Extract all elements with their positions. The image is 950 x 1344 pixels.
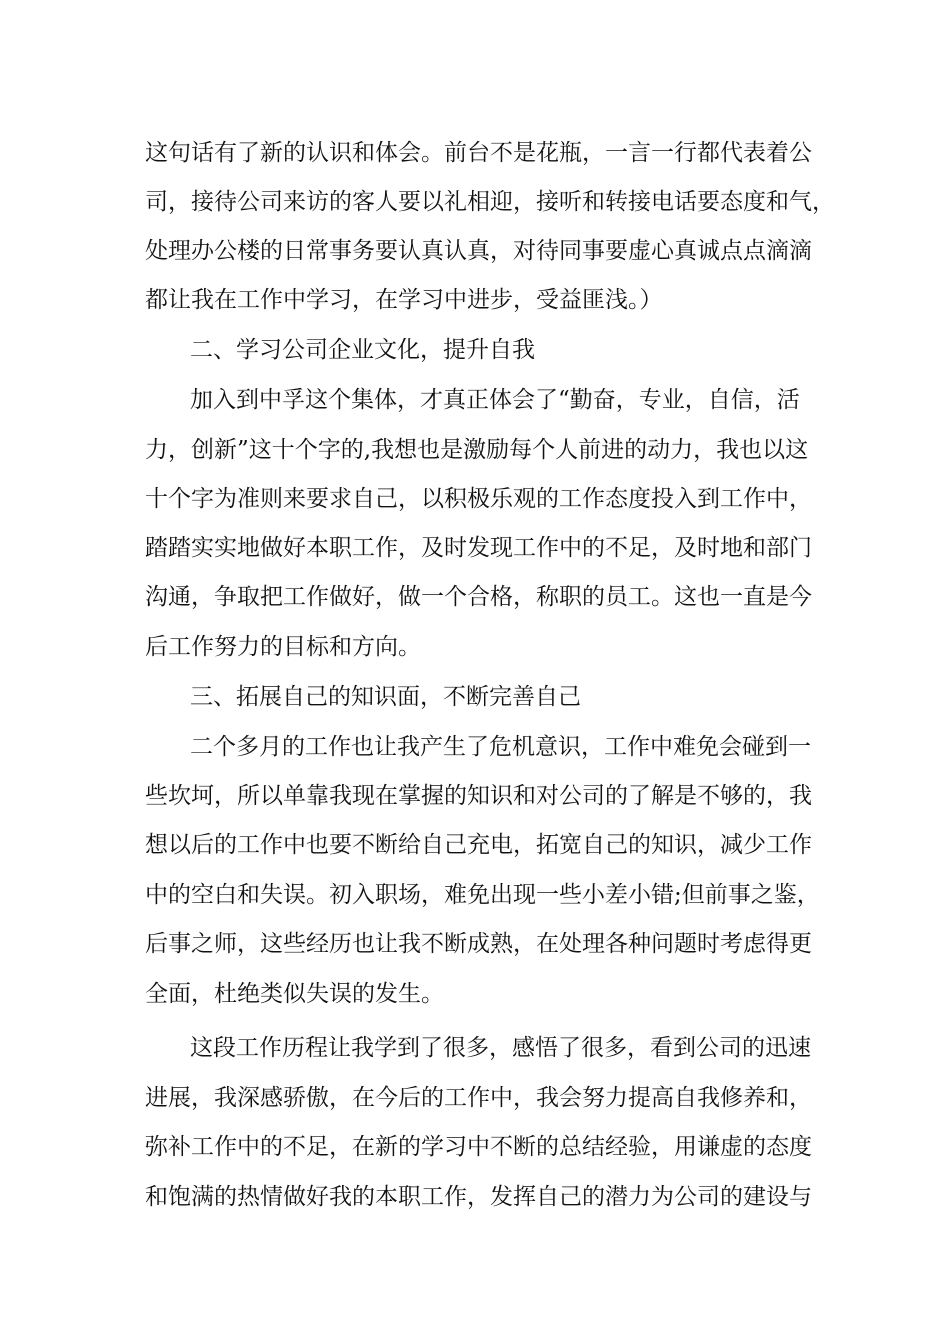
text-line: 司，接待公司来访的客人要以礼相迎，接听和转接电话要态度和气， — [145, 189, 835, 215]
text-line: 力，创新”这十个字的,我想也是激励每个人前进的动力，我也以这 — [145, 437, 809, 463]
text-line: 后事之师，这些经历也让我不断成熟，在处理各种问题时考虑得更 — [145, 931, 812, 957]
section-heading: 二、学习公司企业文化，提升自我 — [190, 337, 535, 363]
text-line: 后工作努力的目标和方向。 — [145, 634, 421, 660]
text-line: 处理办公楼的日常事务要认真认真，对待同事要虚心真诚点点滴滴 — [145, 238, 812, 264]
text-line: 想以后的工作中也要不断给自己充电，拓宽自己的知识，减少工作 — [145, 832, 812, 858]
text-line: 进展，我深感骄傲，在今后的工作中，我会努力提高自我修养和， — [145, 1085, 812, 1111]
text-line: 弥补工作中的不足，在新的学习中不断的总结经验，用谦虚的态度 — [145, 1134, 812, 1160]
text-line: 踏踏实实地做好本职工作，及时发现工作中的不足，及时地和部门 — [145, 535, 812, 561]
text-line: 都让我在工作中学习，在学习中进步，受益匪浅。） — [145, 287, 663, 313]
text-line: 沟通，争取把工作做好，做一个合格，称职的员工。这也一直是今 — [145, 584, 812, 610]
text-line: 中的空白和失误。初入职场，难免出现一些小差小错;但前事之鉴， — [145, 882, 820, 908]
text-line: 和饱满的热情做好我的本职工作，发挥自己的潜力为公司的建设与 — [145, 1184, 812, 1210]
text-line: 全面，杜绝类似失误的发生。 — [145, 981, 444, 1007]
paragraph-first-line: 这段工作历程让我学到了很多，感悟了很多，看到公司的迅速 — [190, 1035, 811, 1061]
text-line: 这句话有了新的认识和体会。前台不是花瓶，一言一行都代表着公 — [145, 140, 812, 166]
paragraph-first-line: 二个多月的工作也让我产生了危机意识，工作中难免会碰到一 — [190, 734, 811, 760]
section-heading: 三、拓展自己的知识面，不断完善自己 — [190, 684, 581, 710]
text-line: 十个字为准则来要求自己，以积极乐观的工作态度投入到工作中， — [145, 486, 812, 512]
paragraph-first-line: 加入到中孚这个集体，才真正体会了“勤奋，专业，自信，活 — [190, 387, 800, 413]
text-line: 些坎坷，所以单靠我现在掌握的知识和对公司的了解是不够的，我 — [145, 783, 812, 809]
